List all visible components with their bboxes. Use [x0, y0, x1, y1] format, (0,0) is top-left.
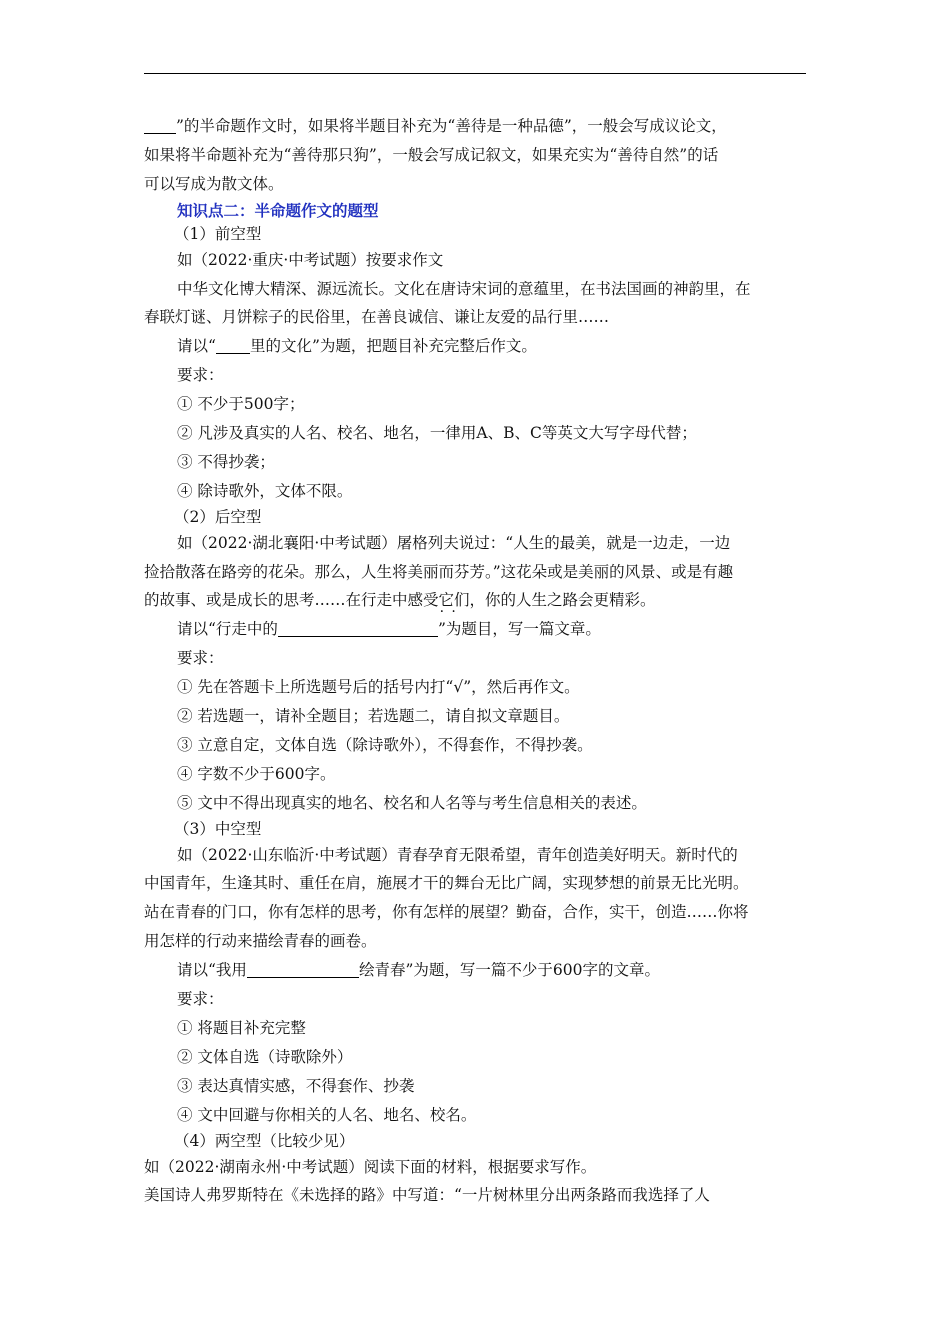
- type-3-requirement-1: ① 将题目补充完整: [177, 1018, 306, 1037]
- type-1-requirements-label: 要求：: [177, 366, 224, 385]
- type-2-material-2: 的故事、或是成长的思考……在行走中感受它们，你的人生之路会更精彩。: [144, 591, 656, 610]
- type-1-label: （1）前空型: [174, 224, 262, 243]
- type-1-requirement-3: ③ 不得抄袭；: [177, 452, 275, 471]
- type-3-label: （3）中空型: [174, 819, 262, 838]
- type-3-requirement-3: ③ 表达真情实感，不得套作、抄袭: [177, 1076, 415, 1095]
- emphasis-dot: 为: [445, 620, 462, 639]
- type-2-requirements-label: 要求：: [177, 649, 224, 668]
- type-3-source: 如（2022·山东临沂·中考试题）青春孕育无限希望，青年创造美好明天。新时代的: [177, 845, 738, 864]
- type-4-material-1: 美国诗人弗罗斯特在《未选择的路》中写道：“一片树林里分出两条路而我选择了人: [144, 1186, 710, 1205]
- header-rule: [144, 73, 806, 74]
- type-3-material-3: 用怎样的行动来描绘青春的画卷。: [144, 932, 377, 951]
- type-1-source: 如（2022·重庆·中考试题）按要求作文: [177, 250, 444, 269]
- type-2-requirement-2: ② 若选题一，请补全题目；若选题二，请自拟文章题目。: [177, 707, 570, 726]
- emphasis-dot: ” ·: [438, 620, 446, 638]
- type-3-requirement-4: ④ 文中回避与你相关的人名、地名、校名。: [177, 1105, 477, 1124]
- blank-line: [216, 336, 250, 354]
- type-2-source: 如（2022·湖北襄阳·中考试题）屠格列夫说过：“人生的最美，就是一边走，一边: [177, 533, 731, 552]
- type-4-source: 如（2022·湖南永州·中考试题）阅读下面的材料，根据要求写作。: [144, 1157, 597, 1176]
- type-2-prompt: 请以“行走中的 ” ·为题目，写一篇文章。: [144, 615, 808, 644]
- type-1-material-1: 中华文化博大精深、源远流长。文化在唐诗宋词的意蕴里，在书法国画的神韵里，在: [177, 279, 751, 298]
- type-2-requirement-4: ④ 字数不少于600字。: [177, 764, 336, 783]
- intro-line-1: ”的半命题作文时，如果将半题目补充为“善待是一种品德”，一般会写成议论文，: [144, 112, 808, 141]
- type-1-material-2: 春联灯谜、月饼粽子的民俗里，在善良诚信、谦让友爱的品行里……: [144, 308, 610, 327]
- type-3-requirement-2: ② 文体自选（诗歌除外）: [177, 1047, 353, 1066]
- type-3-material-1: 中国青年，生逢其时、重任在肩，施展才干的舞台无比广阔，实现梦想的前景无比光明。: [144, 874, 749, 893]
- type-3-requirements-label: 要求：: [177, 990, 224, 1009]
- document-body: [144, 112, 808, 1210]
- blank-line: [278, 619, 438, 637]
- intro-line-3: 可以写成为散文体。: [144, 174, 284, 193]
- type-3-material-2: 站在青春的门口，你有怎样的思考，你有怎样的展望？勤奋，合作，实干，创造……你将: [144, 903, 749, 922]
- type-3-prompt: 请以“我用 绘青春”为题，写一篇不少于600字的文章。: [177, 961, 660, 980]
- blank-line: [247, 960, 359, 978]
- type-1-prompt: 请以“ 里的文化”为题，把题目补充完整后作文。: [177, 337, 537, 356]
- type-1-requirement-4: ④ 除诗歌外，文体不限。: [177, 481, 353, 500]
- type-2-requirement-5: ⑤ 文中不得出现真实的地名、校名和人名等与考生信息相关的表述。: [177, 793, 647, 812]
- intro-line-2: 如果将半命题补充为“善待那只狗”，一般会写成记叙文，如果充实为“善待自然”的话: [144, 145, 719, 164]
- type-1-requirement-1: ① 不少于500字；: [177, 395, 305, 414]
- section-heading: 知识点二：半命题作文的题型: [177, 200, 379, 220]
- type-2-requirement-1: ① 先在答题卡上所选题号后的括号内打“√”，然后再作文。: [177, 678, 580, 697]
- type-4-label: （4）两空型（比较少见）: [174, 1131, 355, 1150]
- type-1-requirement-2: ② 凡涉及真实的人名、校名、地名，一律用A、B、C等英文大写字母代替；: [177, 424, 697, 443]
- type-2-label: （2）后空型: [174, 507, 262, 526]
- blank-line: [144, 116, 176, 134]
- type-2-requirement-3: ③ 立意自定，文体自选（除诗歌外），不得套作，不得抄袭。: [177, 735, 593, 754]
- type-2-material-1: 捡拾散落在路旁的花朵。那么，人生将美丽而芬芳。”这花朵或是美丽的风景、或是有趣: [144, 562, 734, 581]
